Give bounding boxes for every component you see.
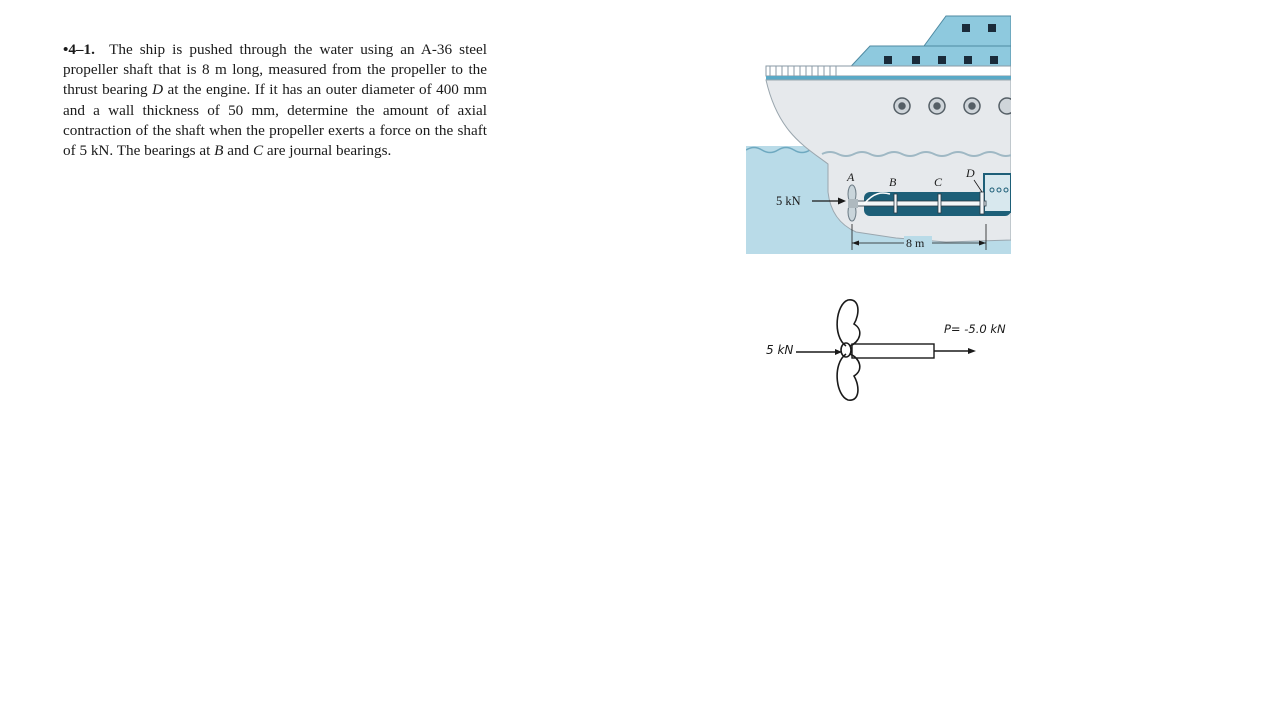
var-c: C [252, 142, 264, 160]
ship-figure [746, 14, 1011, 254]
problem-number: •4–1. [63, 41, 95, 58]
problem-text-3: and [223, 142, 253, 160]
problem-text-4: are journal bearings. [263, 142, 392, 160]
right-force-arrowhead [968, 348, 976, 354]
var-b: B [214, 142, 224, 160]
problem-text-2: at the engine. If it has an outer diameter of 400 mm and a wall thickness of 50 mm, determine the amount of axial contraction of the shaft when the propeller exerts a force on the shaft of 5 kN. The bearings at [63, 81, 487, 160]
journal-bearing-c [938, 194, 941, 213]
length-label: 8 m [906, 236, 925, 250]
label-b: B [889, 175, 897, 189]
deck-stripe [766, 76, 1011, 80]
cabin-window [990, 56, 998, 64]
label-c: C [934, 175, 943, 189]
label-d: D [966, 166, 975, 180]
propeller-sketch-icon [837, 300, 860, 400]
journal-bearing-b [894, 194, 897, 213]
shaft-sketch [852, 344, 934, 358]
label-a: A [847, 170, 855, 184]
free-body-sketch [760, 296, 1020, 408]
cabin-window [884, 56, 892, 64]
cabin-window [938, 56, 946, 64]
cabin-window [964, 56, 972, 64]
deck-railing [766, 66, 1011, 76]
var-d: D [152, 81, 164, 99]
thrust-bearing-d [980, 192, 984, 214]
problem-text-1: The ship is pushed through the water using an A-36 steel propeller shaft that is 8 m long, measured from the propeller to the thrust bearing [63, 41, 487, 99]
left-force-label: 5 kN [766, 343, 794, 357]
cabin-window [988, 24, 996, 32]
propeller-shaft [856, 201, 986, 206]
engine [984, 174, 1011, 212]
problem-statement [63, 40, 487, 161]
force-label: 5 kN [776, 194, 801, 208]
cabin-window [962, 24, 970, 32]
cabin-window [912, 56, 920, 64]
right-force-label: P= -5.0 kN [944, 322, 1006, 336]
